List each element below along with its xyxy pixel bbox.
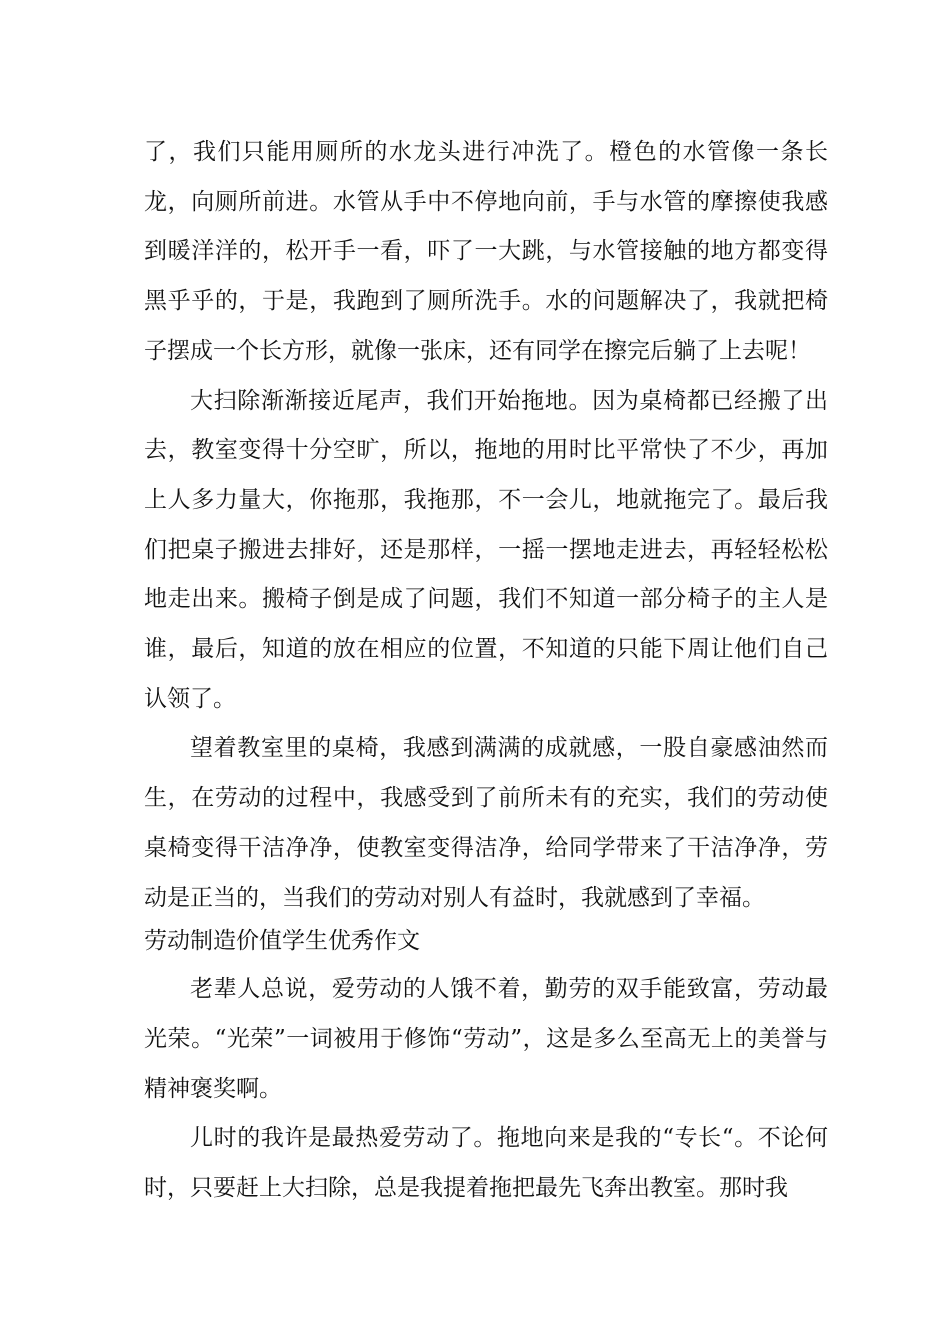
paragraph-elders-saying: 老辈人总说，爱劳动的人饿不着，勤劳的双手能致富，劳动最光荣。“光荣”一词被用于修饰“劳动”，这是多么至高无上的美誉与精神褒奖啊。: [144, 976, 828, 1102]
paragraph-cleanup-end: 大扫除渐渐接近尾声，我们开始拖地。因为桌椅都已经搬了出去，教室变得十分空旷，所以，拖地的用时比平常快了不少，再加上人多力量大，你拖那，我拖那，不一会儿，地就拖完了。最后我们把桌子搬进去排好，还是那样，一摇一摆地走进去，再轻轻松松地走出来。搬椅子倒是成了问题，我们不知道一部分椅子的主人是谁，最后，知道的放在相应的位置，不知道的只能下周让他们自己认领了。: [144, 387, 828, 712]
essay-title: 劳动制造价值学生优秀作文: [144, 928, 420, 955]
paragraph-achievement: 望着教室里的桌椅，我感到满满的成就感，一股自豪感油然而生，在劳动的过程中，我感受到了前所未有的充实，我们的劳动使桌椅变得干洁净净，使教室变得洁净，给同学带来了干洁净净，劳动是正当的，当我们的劳动对别人有益时，我就感到了幸福。: [144, 735, 828, 911]
paragraph-childhood: 儿时的我许是最热爱劳动了。拖地向来是我的“专长“。不论何时，只要赶上大扫除，总是我提着拖把最先飞奔出教室。那时我: [144, 1125, 828, 1202]
paragraph-continuation: 了，我们只能用厕所的水龙头进行冲洗了。橙色的水管像一条长龙，向厕所前进。水管从手中不停地向前，手与水管的摩擦使我感到暖洋洋的，松开手一看，吓了一大跳，与水管接触的地方都变得黑乎乎的，于是，我跑到了厕所洗手。水的问题解决了，我就把椅子摆成一个长方形，就像一张床，还有同学在擦完后躺了上去呢！: [144, 139, 828, 364]
document-body: [144, 128, 828, 1214]
